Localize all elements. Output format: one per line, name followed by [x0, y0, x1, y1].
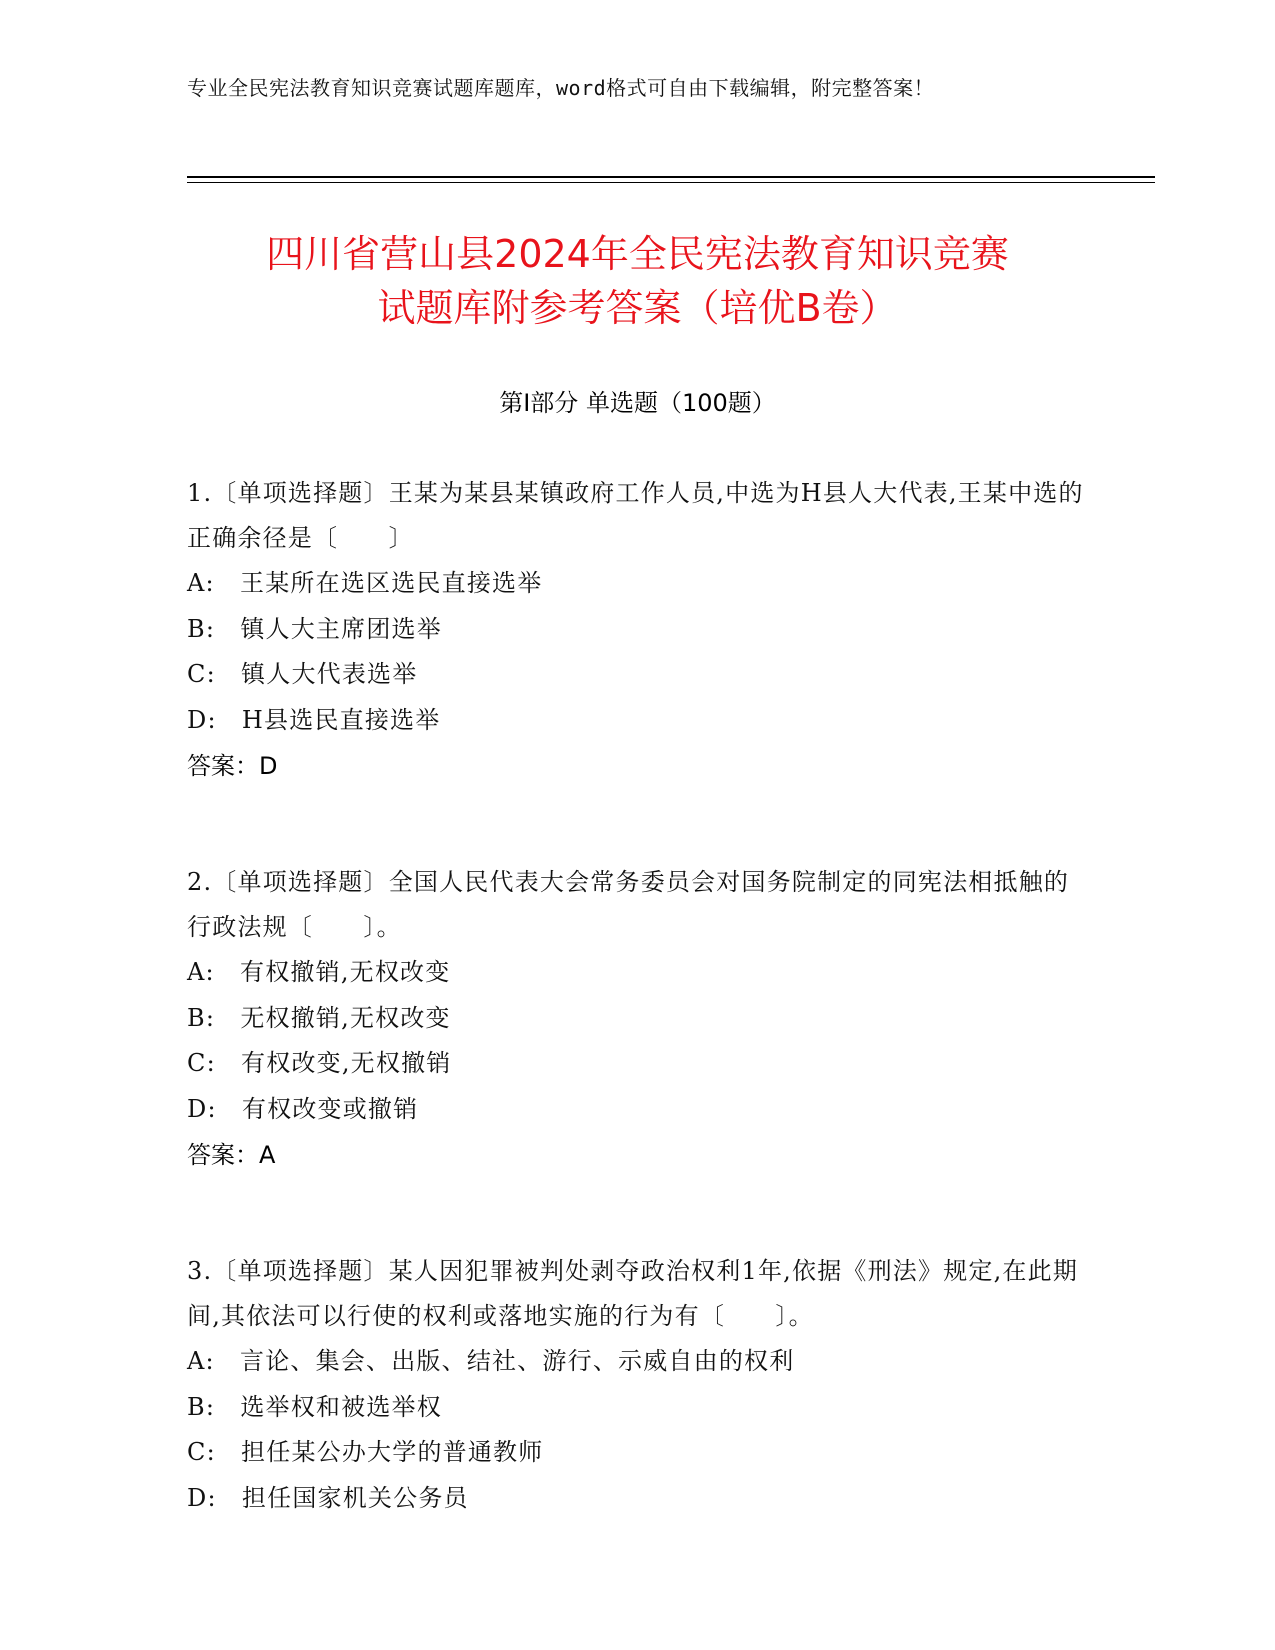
question-stem: 1.〔单项选择题〕王某为某县某镇政府工作人员,中选为H县人大代表,王某中选的正确余径是〔 〕 [187, 479, 1084, 552]
option-a: A: 言论、集会、出版、结社、游行、示威自由的权利 [187, 1347, 795, 1375]
option-c: C: 镇人大代表选举 [187, 660, 418, 688]
question-3 [187, 1249, 1087, 1521]
header-note: 专业全民宪法教育知识竞赛试题库题库，word格式可自由下载编辑，附完整答案！ [187, 76, 935, 100]
option-b: B: 选举权和被选举权 [187, 1392, 442, 1421]
option-d: D: 有权改变或撤销 [187, 1094, 419, 1123]
option-a: A: 有权撤销,无权改变 [187, 958, 451, 986]
header-rule-thick [187, 176, 1155, 178]
answer-line: 答案：D [187, 752, 278, 780]
question-2 [187, 860, 1087, 1178]
question-spacer [187, 1178, 1087, 1249]
option-a: A: 王某所在选区选民直接选举 [187, 569, 543, 597]
answer-line: 答案：A [187, 1141, 276, 1169]
option-c: C: 有权改变,无权撤销 [187, 1049, 452, 1077]
option-d: D: 担任国家机关公务员 [187, 1483, 469, 1512]
option-d: D: H县选民直接选举 [187, 705, 441, 734]
section-title: 第Ⅰ部分 单选题（100题） [499, 389, 776, 417]
document-title-line1: 四川省营山县2024年全民宪法教育知识竞赛 [266, 232, 1009, 276]
question-1 [187, 471, 1087, 789]
document-title-line2: 试题库附参考答案（培优B卷） [377, 286, 898, 330]
option-c: C: 担任某公办大学的普通教师 [187, 1438, 544, 1466]
option-b: B: 无权撤销,无权改变 [187, 1003, 451, 1032]
question-spacer [187, 789, 1087, 860]
header-rule-thin [187, 182, 1155, 183]
question-stem: 3.〔单项选择题〕某人因犯罪被判处剥夺政治权利1年,依据《刑法》规定,在此期间,其依法可以行使的权利或落地实施的行为有〔 〕。 [187, 1257, 1079, 1330]
question-list [187, 471, 1087, 1521]
option-b: B: 镇人大主席团选举 [187, 614, 442, 643]
document-title [0, 227, 1275, 335]
question-stem: 2.〔单项选择题〕全国人民代表大会常务委员会对国务院制定的同宪法相抵触的行政法规〔 〕。 [187, 868, 1070, 941]
